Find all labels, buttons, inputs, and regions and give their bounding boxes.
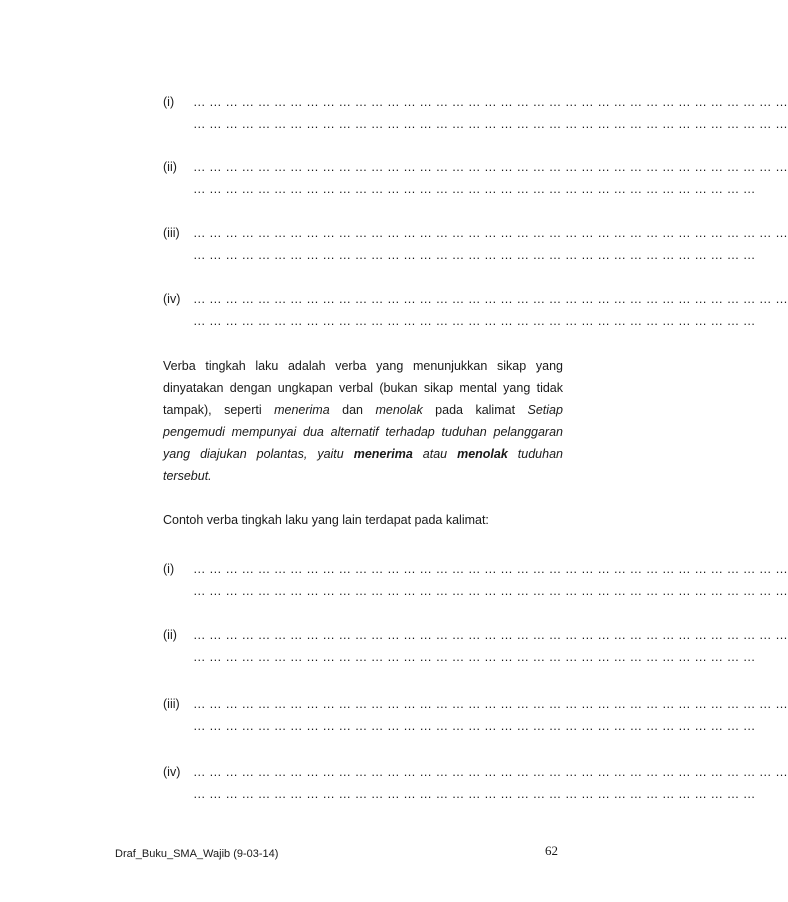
dotted-line: … … … … … … … … … … … … … … … … … … … … … … … … … … … … … … … … … … … … … xyxy=(193,226,788,240)
item-number: (ii) xyxy=(163,160,177,174)
dotted-line: … … … … … … … … … … … … … … … … … … … … … … … … … … … … … … … … … … … xyxy=(193,248,756,262)
dotted-line: … … … … … … … … … … … … … … … … … … … … … … … … … … … … … … … … … … … … … xyxy=(193,697,788,711)
definition-paragraph xyxy=(163,355,563,487)
dotted-line: … … … … … … … … … … … … … … … … … … … … … … … … … … … … … … … … … … … … … xyxy=(193,160,788,174)
text-span: dan xyxy=(342,403,363,417)
item-number: (i) xyxy=(163,562,175,576)
italic-text: tersebut. xyxy=(163,469,212,483)
italic-text: tuduhan xyxy=(517,447,563,461)
dotted-line: … … … … … … … … … … … … … … … … … … … … … … … … … … … … … … … … … … … … … xyxy=(193,628,788,642)
paragraph-line: Verba tingkah laku adalah verba yang menunjukkan sikap yang xyxy=(163,359,563,373)
dotted-line: … … … … … … … … … … … … … … … … … … … … … … … … … … … … … … … … … … … … … xyxy=(193,584,788,598)
dotted-line: … … … … … … … … … … … … … … … … … … … … … … … … … … … … … … … … … … … … … xyxy=(193,562,788,576)
bold-italic-term: menolak xyxy=(457,447,508,461)
item-number: (ii) xyxy=(163,628,177,642)
dotted-line: … … … … … … … … … … … … … … … … … … … … … … … … … … … … … … … … … … … xyxy=(193,650,756,664)
contoh-label: Contoh verba tingkah laku yang lain terdapat pada kalimat: xyxy=(163,513,489,527)
item-number: (i) xyxy=(163,95,175,109)
paragraph-line xyxy=(163,421,563,443)
italic-term: menolak xyxy=(375,403,423,417)
italic-text: yang diajukan polantas, yaitu xyxy=(163,447,344,461)
item-number: (iii) xyxy=(163,697,180,711)
dotted-line: … … … … … … … … … … … … … … … … … … … … … … … … … … … … … … … … … … … … … xyxy=(193,765,788,779)
text-span: pada kalimat xyxy=(435,403,516,417)
item-number: (iv) xyxy=(163,765,181,779)
page-number: 62 xyxy=(545,843,558,858)
paragraph-line xyxy=(163,399,563,421)
dotted-line: … … … … … … … … … … … … … … … … … … … … … … … … … … … … … … … … … … … xyxy=(193,787,756,801)
dotted-line: … … … … … … … … … … … … … … … … … … … … … … … … … … … … … … … … … … … xyxy=(193,314,756,328)
italic-text: pengemudi mempunyai dua alternatif terhadap tuduhan pelanggaran xyxy=(163,425,563,439)
dotted-line: … … … … … … … … … … … … … … … … … … … … … … … … … … … … … … … … … … … … … xyxy=(193,95,788,109)
italic-term: Setiap xyxy=(527,403,563,417)
item-number: (iii) xyxy=(163,226,180,240)
dotted-line: … … … … … … … … … … … … … … … … … … … … … … … … … … … … … … … … … … … … … xyxy=(193,117,788,131)
paragraph-line: dinyatakan dengan ungkapan verbal (bukan sikap mental yang tidak xyxy=(163,381,563,395)
dotted-line: … … … … … … … … … … … … … … … … … … … … … … … … … … … … … … … … … … … xyxy=(193,719,756,733)
italic-term: menerima xyxy=(274,403,330,417)
italic-text: atau xyxy=(422,447,448,461)
text-span: tampak), seperti xyxy=(163,403,262,417)
item-number: (iv) xyxy=(163,292,181,306)
bold-italic-term: menerima xyxy=(353,447,413,461)
document-name: Draf_Buku_SMA_Wajib (9-03-14) xyxy=(115,848,279,860)
dotted-line: … … … … … … … … … … … … … … … … … … … … … … … … … … … … … … … … … … … xyxy=(193,182,756,196)
paragraph-line xyxy=(163,443,563,465)
dotted-line: … … … … … … … … … … … … … … … … … … … … … … … … … … … … … … … … … … … … … xyxy=(193,292,788,306)
paragraph-line xyxy=(163,465,563,487)
